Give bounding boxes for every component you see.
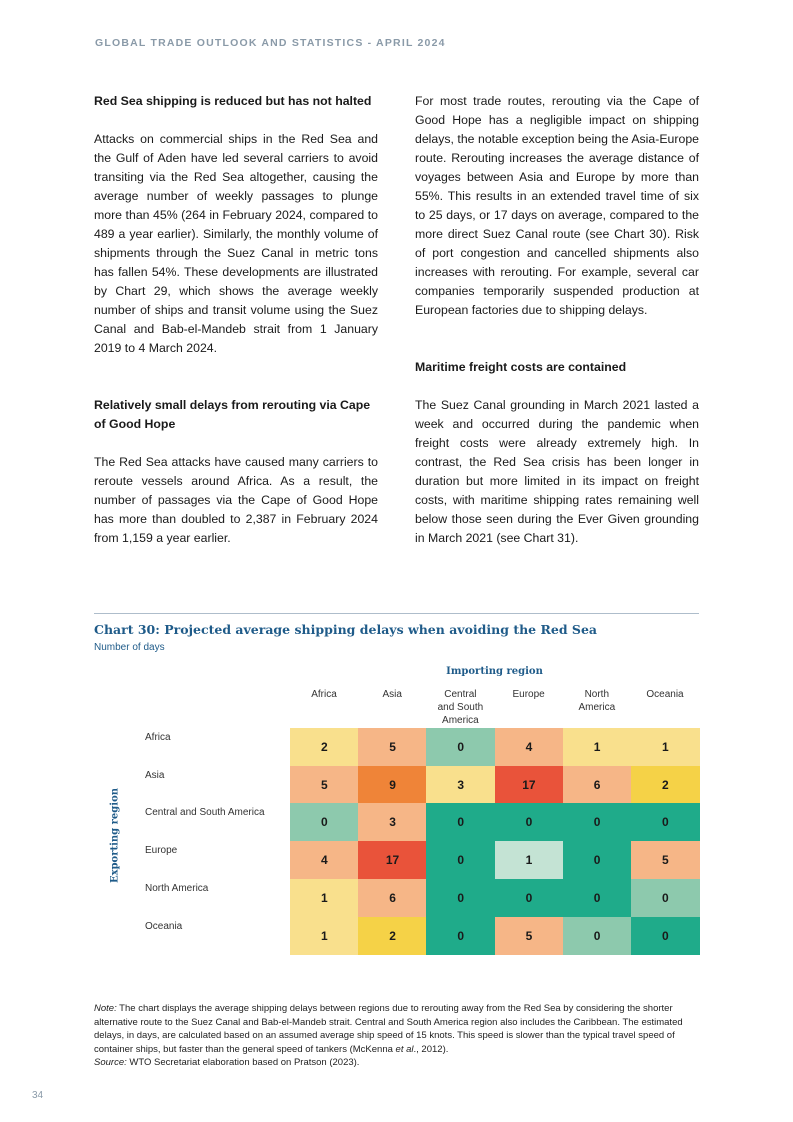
heatmap-cell: 0 bbox=[563, 803, 632, 841]
y-axis-title: Exporting region bbox=[109, 787, 121, 884]
note-text: Note: The chart displays the average shipping delays between regions due to rerouting away from the Red Sea by considering the shorter alternative route to the Suez Canal and Bab-el-Mandeb strait. Central and South America region also includes the Caribbean. The estimated delays, in days, are calculated based on an assumed average ship speed of 15 knots. This speed is slower than the typical travel speed of container ships, but faster than the general speed of tankers (McKenna et al., 2012). bbox=[94, 1003, 683, 1055]
x-axis-title: Importing region bbox=[446, 666, 543, 677]
heatmap-cell: 4 bbox=[290, 841, 359, 879]
heatmap-cell: 0 bbox=[563, 841, 632, 879]
column-header: Asia bbox=[382, 689, 402, 700]
heatmap-cell: 0 bbox=[495, 879, 564, 917]
heatmap-cell: 4 bbox=[495, 728, 564, 766]
heatmap-cell: 3 bbox=[358, 803, 427, 841]
heatmap-cell: 0 bbox=[426, 841, 495, 879]
row-label: North America bbox=[145, 882, 209, 894]
row-label: Europe bbox=[145, 845, 178, 857]
heatmap-cell: 0 bbox=[563, 917, 632, 955]
heatmap-cell: 1 bbox=[563, 728, 632, 766]
heatmap-cell: 17 bbox=[495, 766, 564, 804]
heatmap-cell: 2 bbox=[290, 728, 359, 766]
column-header: Europe bbox=[512, 689, 545, 700]
heatmap-cell: 1 bbox=[631, 728, 700, 766]
heading-red-sea-shipping: Red Sea shipping is reduced but has not halted bbox=[94, 94, 372, 108]
column-header: Oceania bbox=[646, 689, 684, 700]
heatmap-cell: 5 bbox=[358, 728, 427, 766]
running-header: GLOBAL TRADE OUTLOOK AND STATISTICS - APRIL 2024 bbox=[95, 37, 446, 49]
heatmap-cell: 0 bbox=[563, 879, 632, 917]
heatmap-cell: 5 bbox=[290, 766, 359, 804]
heatmap-cell: 5 bbox=[495, 917, 564, 955]
paragraph-rerouting-africa: The Red Sea attacks have caused many carriers to reroute vessels around Africa. As a result, the number of passages via the Cape of Good Hope has more than doubled to 2,387 in February 2024 from 1,159 a year earlier. bbox=[94, 455, 378, 545]
heatmap-cell: 0 bbox=[495, 803, 564, 841]
heatmap-cell: 2 bbox=[358, 917, 427, 955]
heading-small-delays: Relatively small delays from rerouting via Cape of Good Hope bbox=[94, 398, 371, 431]
chart-subtitle: Number of days bbox=[94, 642, 165, 653]
heatmap-cell: 9 bbox=[358, 766, 427, 804]
column-header: Central and South America bbox=[437, 689, 484, 726]
chart-title: Chart 30: Projected average shipping delays when avoiding the Red Sea bbox=[94, 622, 597, 637]
heatmap-cell: 0 bbox=[426, 803, 495, 841]
heatmap-cell: 2 bbox=[631, 766, 700, 804]
heatmap-cell: 0 bbox=[426, 728, 495, 766]
chart-note bbox=[94, 1002, 699, 1070]
heatmap-cell: 3 bbox=[426, 766, 495, 804]
page-number: 34 bbox=[32, 1090, 44, 1101]
heatmap-cell: 0 bbox=[426, 879, 495, 917]
paragraph-suez-grounding: The Suez Canal grounding in March 2021 lasted a week and occurred during the pandemic when freight costs were already extremely high. In contrast, the Red Sea crisis has been longer in duration but more limited in its impact on freight costs, with maritime shipping rates remaining well below those seen during the Ever Given grounding in March 2021 (see Chart 31). bbox=[415, 398, 699, 545]
row-label: Asia bbox=[145, 769, 165, 781]
heatmap-cell: 6 bbox=[563, 766, 632, 804]
heatmap-cell: 1 bbox=[290, 879, 359, 917]
column-header: Africa bbox=[311, 689, 337, 700]
heatmap-cell: 1 bbox=[495, 841, 564, 879]
row-label: Africa bbox=[145, 732, 171, 743]
paragraph-cape-of-good-hope: For most trade routes, rerouting via the Cape of Good Hope has a negligible impact on shipping delays, the notable exception being the Asia-Europe route. Rerouting increases the average distance of voyages between Asia and Europe by more than 55%. This results in an extended travel time of six to 25 days, or 17 days on average, compared to the more direct Suez Canal route (see Chart 30). Risk of port congestion and cancelled shipments also increases with rerouting. For example, several car companies temporarily suspended production at European factories due to shipping delays. bbox=[415, 94, 699, 317]
source-text: Source: WTO Secretariat elaboration based on Pratson (2023). bbox=[94, 1057, 360, 1068]
paragraph-red-sea-attacks: Attacks on commercial ships in the Red Sea and the Gulf of Aden have led several carriers to avoid transiting via the Red Sea altogether, causing the average number of weekly passages to plunge more than 45% (264 in February 2024, compared to 489 a year earlier). Similarly, the monthly volume of shipments through the Suez Canal in metric tons has fallen 54%. These developments are illustrated by Chart 29, which shows the average weekly number of ships and transit volume using the Suez Canal and Bab-el-Mandeb strait from 1 January 2019 to 4 March 2024. bbox=[94, 132, 378, 355]
heatmap-cell: 6 bbox=[358, 879, 427, 917]
heatmap-cell: 0 bbox=[631, 803, 700, 841]
heading-freight-costs: Maritime freight costs are contained bbox=[415, 360, 627, 374]
heatmap-cell: 5 bbox=[631, 841, 700, 879]
row-label: Oceania bbox=[145, 920, 183, 932]
heatmap-cell: 17 bbox=[358, 841, 427, 879]
chart-top-rule bbox=[94, 613, 699, 614]
heatmap-cell: 0 bbox=[631, 879, 700, 917]
heatmap-cell: 1 bbox=[290, 917, 359, 955]
heatmap-cell: 0 bbox=[426, 917, 495, 955]
left-column bbox=[94, 92, 378, 548]
heatmap-cell: 0 bbox=[631, 917, 700, 955]
column-header: North America bbox=[578, 689, 616, 713]
heatmap-cell: 0 bbox=[290, 803, 359, 841]
right-column bbox=[415, 92, 699, 548]
row-label: Central and South America bbox=[145, 807, 265, 819]
